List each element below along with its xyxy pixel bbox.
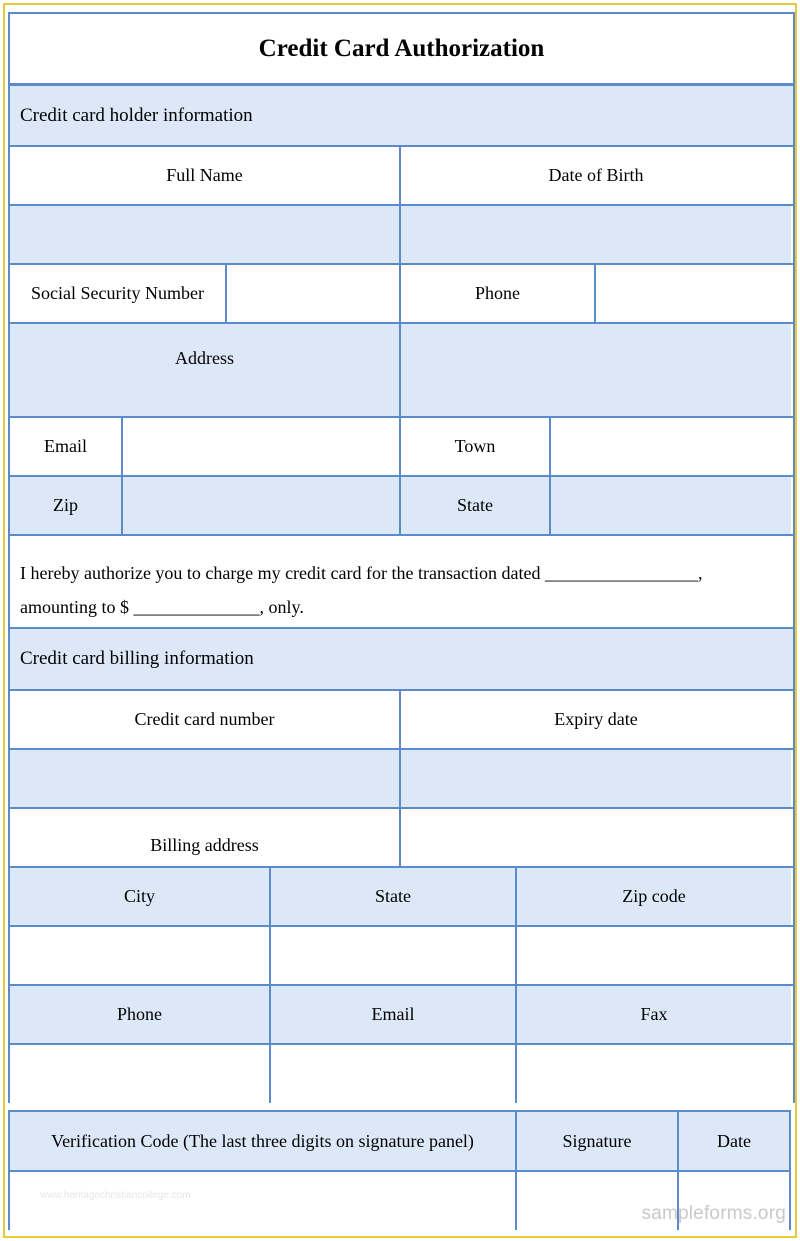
zip-state-row <box>10 477 793 536</box>
verification-code-label: Verification Code (The last three digits on signature panel) <box>10 1112 517 1170</box>
email-field[interactable] <box>123 418 401 475</box>
billing-phone-label: Phone <box>10 986 271 1043</box>
address-label: Address <box>10 324 401 416</box>
expiry-field[interactable] <box>401 750 791 807</box>
billing-address-field[interactable] <box>401 809 791 866</box>
address-row <box>10 324 793 418</box>
zip-label: Zip <box>10 477 123 534</box>
billing-email-field[interactable] <box>271 1045 517 1103</box>
authorization-line-1: I hereby authorize you to charge my credit card for the transaction dated _________________, <box>20 563 703 583</box>
authorization-line-2: amounting to $ ______________, only. <box>20 597 304 617</box>
town-label: Town <box>401 418 551 475</box>
authorization-statement-row <box>10 536 793 629</box>
state-field[interactable] <box>551 477 791 534</box>
title-row <box>10 12 793 86</box>
authorization-form <box>8 12 795 1103</box>
billing-email-label: Email <box>271 986 517 1043</box>
form-title: Credit Card Authorization <box>10 14 793 86</box>
address-field[interactable] <box>401 324 791 416</box>
billing-phone-field[interactable] <box>10 1045 271 1103</box>
card-expiry-input-row <box>10 750 793 809</box>
billing-state-field[interactable] <box>271 927 517 984</box>
zip-code-label: Zip code <box>517 868 791 925</box>
holder-section-title: Credit card holder information <box>10 86 793 145</box>
phone-field[interactable] <box>596 265 791 322</box>
dob-field[interactable] <box>401 206 791 263</box>
card-number-field[interactable] <box>10 750 401 807</box>
site-watermark: sampleforms.org <box>641 1203 786 1224</box>
authorization-statement <box>10 536 793 627</box>
full-name-field[interactable] <box>10 206 401 263</box>
holder-section-row <box>10 86 793 147</box>
full-name-label: Full Name <box>10 147 401 204</box>
billing-address-label: Billing address <box>10 809 401 866</box>
card-number-label: Credit card number <box>10 691 401 748</box>
ssn-phone-row <box>10 265 793 324</box>
ssn-label: Social Security Number <box>10 265 227 322</box>
phone-email-fax-label-row <box>10 986 793 1045</box>
state-label: State <box>401 477 551 534</box>
phone-label: Phone <box>401 265 596 322</box>
billing-section-row <box>10 629 793 691</box>
ssn-field[interactable] <box>227 265 401 322</box>
expiry-label: Expiry date <box>554 709 638 729</box>
zip-code-field[interactable] <box>517 927 791 984</box>
city-state-zip-label-row <box>10 868 793 927</box>
email-label: Email <box>10 418 123 475</box>
city-state-zip-input-row <box>10 927 793 986</box>
email-town-row <box>10 418 793 477</box>
verification-label-row <box>10 1112 789 1172</box>
dob-label: Date of Birth <box>548 165 644 185</box>
name-dob-input-row <box>10 206 793 265</box>
verification-code-field[interactable] <box>10 1172 517 1230</box>
name-dob-label-row <box>10 147 793 206</box>
zip-field[interactable] <box>123 477 401 534</box>
date-label: Date <box>679 1112 789 1170</box>
town-field[interactable] <box>551 418 791 475</box>
card-expiry-label-row <box>10 691 793 750</box>
city-label: City <box>10 868 271 925</box>
billing-section-title: Credit card billing information <box>10 629 793 689</box>
signature-label: Signature <box>517 1112 679 1170</box>
phone-email-fax-input-row <box>10 1045 793 1103</box>
fax-label: Fax <box>517 986 791 1043</box>
fax-field[interactable] <box>517 1045 791 1103</box>
city-field[interactable] <box>10 927 271 984</box>
billing-address-row <box>10 809 793 868</box>
faint-watermark: www.heritagechristiancollege.com <box>40 1190 191 1201</box>
billing-state-label: State <box>271 868 517 925</box>
